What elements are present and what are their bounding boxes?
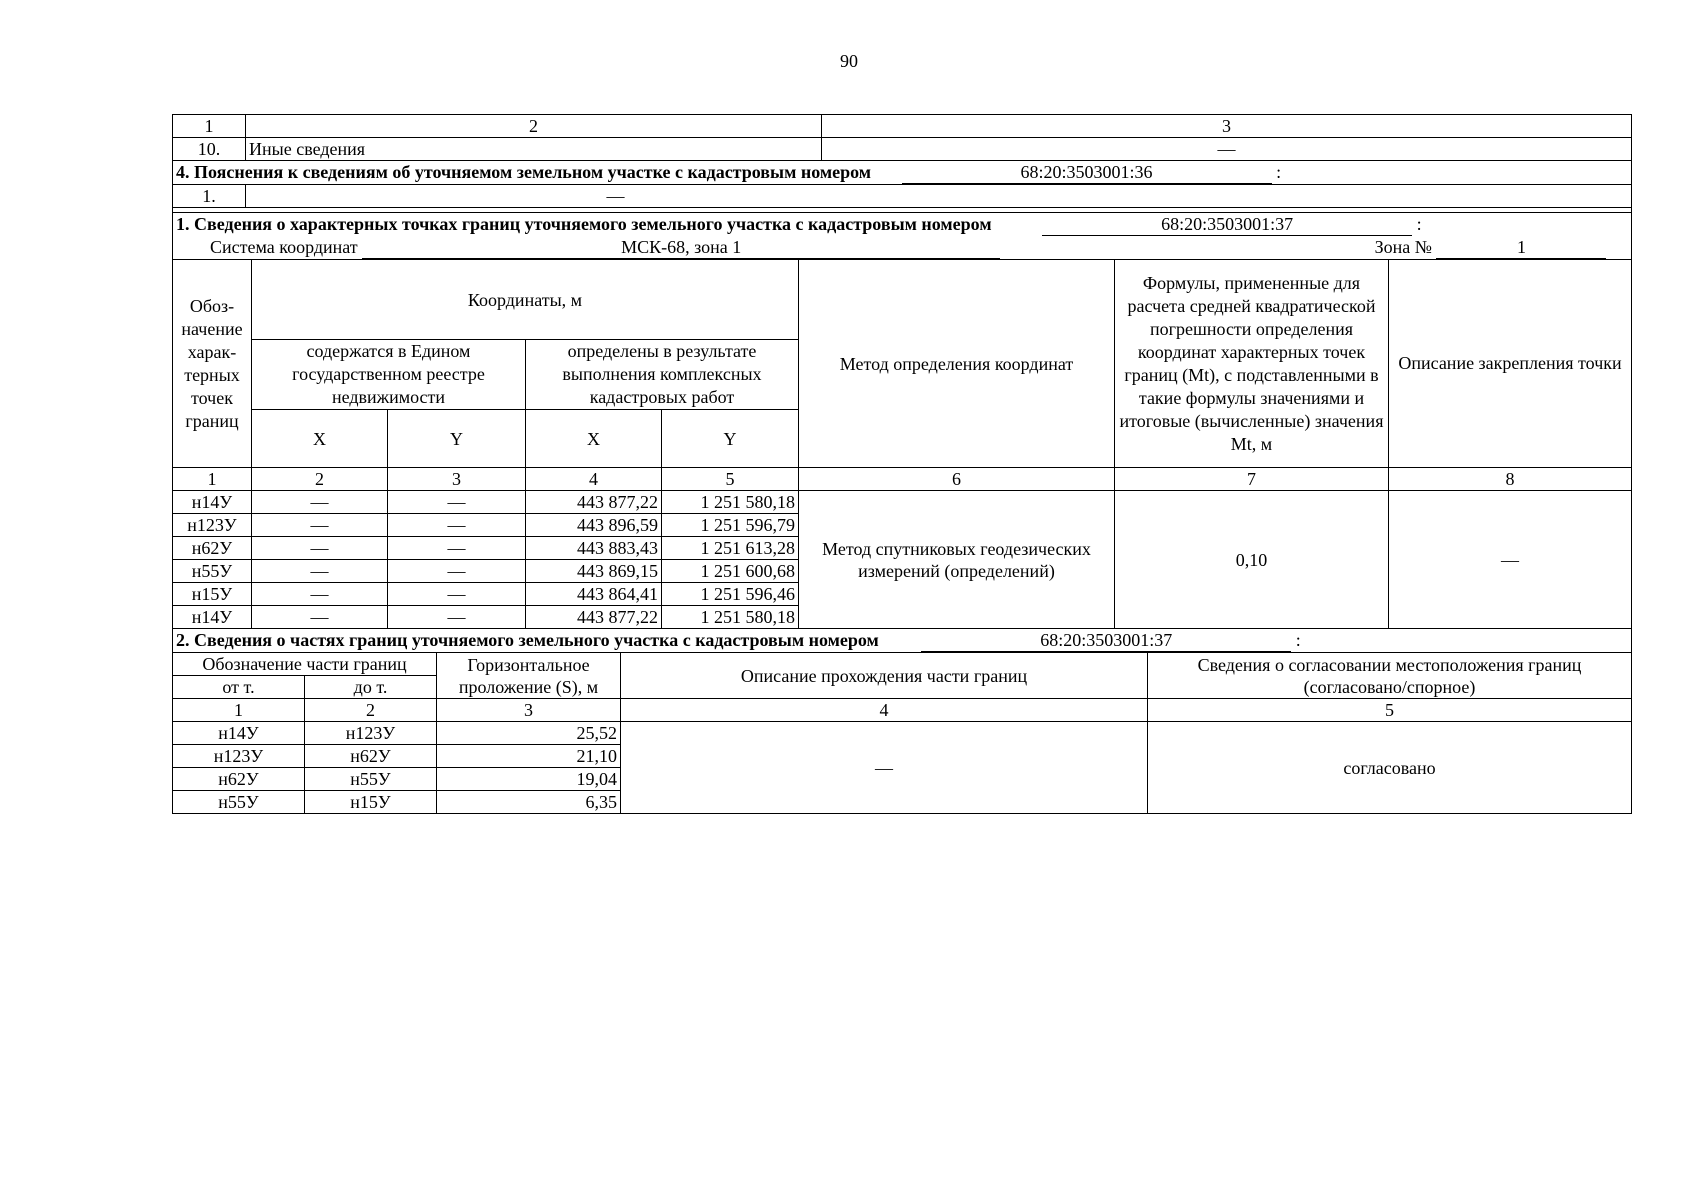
point-y-egrn: — xyxy=(388,560,526,583)
row-10-value: — xyxy=(822,138,1632,161)
zone-label: Зона № xyxy=(1374,237,1432,257)
point-x: 443 883,43 xyxy=(526,537,662,560)
header-description: Описание прохождения части границ xyxy=(621,653,1148,699)
header-designation: Обоз-начение харак-терных точек границ xyxy=(173,260,252,468)
section-4-title-row xyxy=(173,161,1632,185)
coord-system-value: МСК-68, зона 1 xyxy=(362,237,1000,259)
header-length: Горизонтальное проложение (S), м xyxy=(437,653,621,699)
point-name: н62У xyxy=(173,537,252,560)
section-2-cadastral: 68:20:3503001:37 xyxy=(921,630,1291,652)
section-2-title-row xyxy=(173,629,1632,653)
section-2-title: 2. Сведения о частях границ уточняемого земельного участка с кадастровым номером xyxy=(176,630,879,650)
row-10-label: Иные сведения xyxy=(246,138,822,161)
point-x: 443 877,22 xyxy=(526,491,662,514)
header-formulas: Формулы, примененные для расчета средней квадратической погрешности определения координат характерных точек границ (Mt), с подставленными в такие формулы значениями и итоговые (вычисленные) значения Mt, м xyxy=(1115,260,1389,468)
point-x-egrn: — xyxy=(252,514,388,537)
point-x-egrn: — xyxy=(252,560,388,583)
description-value: — xyxy=(621,722,1148,814)
point-y-egrn: — xyxy=(388,583,526,606)
page-number: 90 xyxy=(840,51,858,71)
s2-col-num-3: 3 xyxy=(437,699,621,722)
point-y-egrn: — xyxy=(388,537,526,560)
header-agreement: Сведения о согласовании местоположения границ (согласовано/спорное) xyxy=(1148,653,1632,699)
header-from: от т. xyxy=(173,676,305,699)
col-number-3: 3 xyxy=(822,115,1632,138)
point-y: 1 251 596,46 xyxy=(662,583,799,606)
section-4-row-1-value: — xyxy=(246,185,1632,208)
fixing-value: — xyxy=(1389,491,1632,629)
header-to: до т. xyxy=(305,676,437,699)
s1-col-num-3: 3 xyxy=(388,468,526,491)
prev-section-table xyxy=(172,114,1632,208)
part-to: н62У xyxy=(305,745,437,768)
section-1-title-row xyxy=(173,213,1632,237)
point-y-egrn: — xyxy=(388,606,526,629)
s1-col-num-7: 7 xyxy=(1115,468,1389,491)
section-4-row-1-number: 1. xyxy=(173,185,246,208)
point-y: 1 251 580,18 xyxy=(662,491,799,514)
point-x: 443 864,41 xyxy=(526,583,662,606)
col-number-2: 2 xyxy=(246,115,822,138)
s2-col-num-4: 4 xyxy=(621,699,1148,722)
point-y: 1 251 613,28 xyxy=(662,537,799,560)
header-part: Обозначение части границ xyxy=(173,653,437,676)
section-1-colon: : xyxy=(1416,214,1422,234)
section-2-table xyxy=(172,629,1632,814)
header-x-complex: X xyxy=(526,410,662,468)
point-y: 1 251 596,79 xyxy=(662,514,799,537)
s1-col-num-5: 5 xyxy=(662,468,799,491)
point-x: 443 877,22 xyxy=(526,606,662,629)
mt-value: 0,10 xyxy=(1115,491,1389,629)
point-name: н15У xyxy=(173,583,252,606)
point-y-egrn: — xyxy=(388,491,526,514)
document-body xyxy=(172,114,1632,814)
part-from: н123У xyxy=(173,745,305,768)
s1-col-num-8: 8 xyxy=(1389,468,1632,491)
zone-value: 1 xyxy=(1436,237,1606,259)
section-1-title: 1. Сведения о характерных точках границ уточняемого земельного участка с кадастровым номером xyxy=(176,214,992,234)
coord-system-label: Система координат xyxy=(210,237,358,257)
s1-col-num-2: 2 xyxy=(252,468,388,491)
header-y-complex: Y xyxy=(662,410,799,468)
point-x-egrn: — xyxy=(252,606,388,629)
section-4-title: 4. Пояснения к сведениям об уточняемом земельном участке с кадастровым номером xyxy=(176,162,872,182)
part-length: 19,04 xyxy=(437,768,621,791)
table-row xyxy=(173,491,1632,514)
header-complex: определены в результате выполнения комплексных кадастровых работ xyxy=(526,340,799,410)
part-from: н55У xyxy=(173,791,305,814)
coord-system-row xyxy=(173,236,1632,260)
s2-col-num-1: 1 xyxy=(173,699,305,722)
part-to: н123У xyxy=(305,722,437,745)
header-fixing: Описание закрепления точки xyxy=(1389,260,1632,468)
agreement-value: согласовано xyxy=(1148,722,1632,814)
point-name: н123У xyxy=(173,514,252,537)
part-length: 21,10 xyxy=(437,745,621,768)
header-egrn: содержатся в Едином государственном реестре недвижимости xyxy=(252,340,526,410)
s2-col-num-5: 5 xyxy=(1148,699,1632,722)
point-y: 1 251 580,18 xyxy=(662,606,799,629)
header-method: Метод определения координат xyxy=(799,260,1115,468)
header-x-egrn: X xyxy=(252,410,388,468)
s2-col-num-2: 2 xyxy=(305,699,437,722)
point-x-egrn: — xyxy=(252,537,388,560)
part-length: 25,52 xyxy=(437,722,621,745)
point-name: н14У xyxy=(173,606,252,629)
section-4-cadastral: 68:20:3503001:36 xyxy=(902,162,1272,184)
header-coordinates: Координаты, м xyxy=(252,260,799,340)
section-2-colon: : xyxy=(1295,630,1301,650)
s1-col-num-6: 6 xyxy=(799,468,1115,491)
part-from: н62У xyxy=(173,768,305,791)
section-1-table xyxy=(172,212,1632,629)
point-x: 443 896,59 xyxy=(526,514,662,537)
s1-col-num-1: 1 xyxy=(173,468,252,491)
point-name: н14У xyxy=(173,491,252,514)
col-number-1: 1 xyxy=(173,115,246,138)
part-from: н14У xyxy=(173,722,305,745)
point-x-egrn: — xyxy=(252,583,388,606)
point-x: 443 869,15 xyxy=(526,560,662,583)
header-y-egrn: Y xyxy=(388,410,526,468)
point-name: н55У xyxy=(173,560,252,583)
row-10-number: 10. xyxy=(173,138,246,161)
section-4-colon: : xyxy=(1276,162,1282,182)
point-y: 1 251 600,68 xyxy=(662,560,799,583)
part-length: 6,35 xyxy=(437,791,621,814)
method-value: Метод спутниковых геодезических измерений (определений) xyxy=(799,491,1115,629)
section-1-cadastral: 68:20:3503001:37 xyxy=(1042,214,1412,236)
s1-col-num-4: 4 xyxy=(526,468,662,491)
part-to: н55У xyxy=(305,768,437,791)
table-row xyxy=(173,722,1632,745)
part-to: н15У xyxy=(305,791,437,814)
point-y-egrn: — xyxy=(388,514,526,537)
point-x-egrn: — xyxy=(252,491,388,514)
